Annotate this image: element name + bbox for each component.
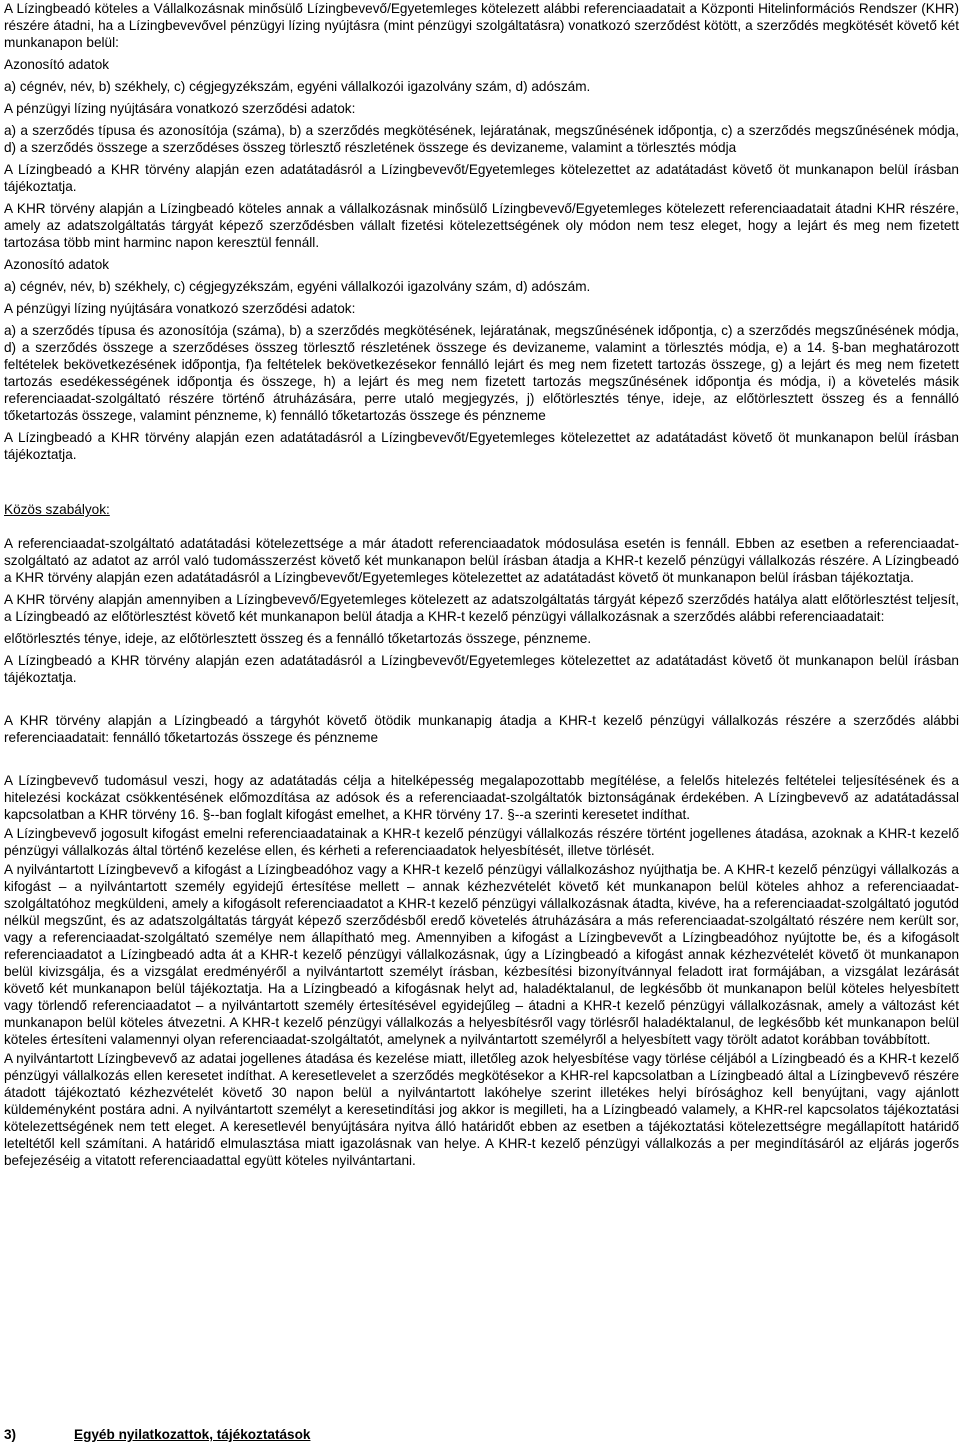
paragraph-khr-new-contract: A Lízingbeadó köteles a Vállalkozásnak minősülő Lízingbevevő/Egyetemleges kötelezett alábbi referenciaadatait a Központi Hitelinformációs Rendszer (KHR) részére átadni, ha a Lízingbevevővel pénzügyi lízing nyújtásra (mint pénzügyi szolgáltatásra) vonatkozó szerződést kötött, a szerződés megkötését követő két munkanapon belül: xyxy=(4,1,959,50)
section-heading-common-rules: Közös szabályok: xyxy=(4,502,110,517)
paragraph-data-modification: A referenciaadat-szolgáltató adatátadási kötelezettsége a már átadott referenciaadatok módosulása esetén is fennáll. Ebben az esetben a referenciaadat-szolgáltató az adatot az arról való tudomásszerzést követő két munkanapon belül írásban átadja a KHR-t kezelő pénzügyi vállalkozás részére. A Lízingbeadó a KHR törvény alapján ezen adatátadásról a Lízingbevevőt/Egyetemleges kötelezettet az adatátadást követő öt munkanapon belül írásban tájékoztatja. xyxy=(4,536,959,585)
paragraph-lessee-acknowledgement: A Lízingbevevő tudomásul veszi, hogy az adatátadás célja a hitelképesség megalapozottabb megítélése, a felelős hitelezés feltételei teljesítésének és a hitelezési kockázat csökkentésének előmozdítása az adósok és a referenciaadat-szolgáltatók biztonságának érdekében. A Lízingbevevő az adatátadással kapcsolatban a KHR törvény 16. §--ban foglalt kifogást emelhet, a KHR törvény 17. §--a szerinti keresetet indíthat. xyxy=(4,773,959,822)
paragraph-identifier-heading: Azonosító adatok xyxy=(4,57,110,72)
paragraph-identifier-data-2: a) cégnév, név, b) székhely, c) cégjegyzékszám, egyéni vállalkozói igazolvány szám, d) adószám. xyxy=(4,279,591,294)
paragraph-objection-right: A Lízingbevevő jogosult kifogást emelni referenciaadatainak a KHR-t kezelő pénzügyi vállalkozás részére történt jogellenes átadása, azoknak a KHR-t kezelő pénzügyi vállalkozás által történő kezelése ellen, és kérheti a referenciaadatok helyesbítését, illetve törlését. xyxy=(4,826,959,858)
paragraph-lawsuit: A nyilvántartott Lízingbevevő az adatai jogellenes átadása és kezelése miatt, illetőleg azok helyesbítése vagy törlése céljából a Lízingbeadó és a KHR-t kezelő pénzügyi vállalkozás ellen keresetet indíthat. A keresetlevelet a szerződés megkötésekor a KHR-rel kapcsolatban a Lízingbeadó által a Lízingbevevő részére átadott tájékoztató kézhezvételét követő 30 napon belül a nyilvántartott lakóhelye szerint illetékes helyi bírósághoz kell benyújtani, vagy ajánlott küldeményként postára adni. A nyilvántartott személyt a keresetindítási jog akkor is megilleti, ha a Lízingbeadó valamely, a KHR-rel kapcsolatos tájékoztatási kötelezettségének nem tett eleget. A keresetlevél benyújtására nyitva álló határidőt ebben az esetben a tájékoztatási kötelezettségre megállapított határidő leteltétől kell számítani. A határidő elmulasztása miatt igazolásnak van helye. A KHR-t kezelő pénzügyi vállalkozás a per megindításáról az eljárás jogerős befejezéséig a vitatott referenciaadattal együtt köteles nyilvántartani. xyxy=(4,1051,959,1168)
paragraph-identifier-data: a) cégnév, név, b) székhely, c) cégjegyzékszám, egyéni vállalkozói igazolvány szám, d) adószám. xyxy=(4,79,591,94)
paragraph-contract-data-heading-2: A pénzügyi lízing nyújtására vonatkozó szerződési adatok: xyxy=(4,301,356,316)
section-3-title: Egyéb nyilatkozattok, tájékoztatások xyxy=(74,1427,311,1442)
paragraph-prepayment: A KHR törvény alapján amennyiben a Lízingbevevő/Egyetemleges kötelezett az adatszolgáltatás tárgyát képező szerződés hatálya alatt előtörlesztést teljesít, a Lízingbeadó az előtörlesztést követő két munkanapon belül átadja a KHR-t kezelő pénzügyi vállalkozásnak a szerződés alábbi referenciaadatait: xyxy=(4,592,959,624)
paragraph-contract-data-heading: A pénzügyi lízing nyújtására vonatkozó szerződési adatok: xyxy=(4,101,356,116)
paragraph-notification-3: A Lízingbeadó a KHR törvény alapján ezen adatátadásról a Lízingbevevőt/Egyetemleges kötelezettet az adatátadást követő öt munkanapon belül írásban tájékoztatja. xyxy=(4,653,959,685)
paragraph-prepayment-data: előtörlesztés ténye, ideje, az előtörlesztett összeg és a fennálló tőketartozás összege, pénzneme. xyxy=(4,631,592,646)
section-3-heading xyxy=(4,1426,310,1443)
paragraph-notification-2: A Lízingbeadó a KHR törvény alapján ezen adatátadásról a Lízingbevevőt/Egyetemleges kötelezettet az adatátadást követő öt munkanapon belül írásban tájékoztatja. xyxy=(4,430,959,462)
paragraph-identifier-heading-2: Azonosító adatok xyxy=(4,257,110,272)
paragraph-monthly-report: A KHR törvény alapján a Lízingbeadó a tárgyhót követő ötödik munkanapig átadja a KHR-t kezelő pénzügyi vállalkozás részére a szerződés alábbi referenciaadatait: fennálló tőketartozás összege és pénzneme xyxy=(4,713,959,745)
paragraph-objection-procedure: A nyilvántartott Lízingbevevő a kifogást a Lízingbeadóhoz vagy a KHR-t kezelő pénzügyi vállalkozáshoz nyújthatja be. A KHR-t kezelő pénzügyi vállalkozás a kifogást – a nyilvántartott személy egyidejű értesítése mellett – annak kézhezvételét követő két munkanapon belül köteles ahhoz a referenciaadat-szolgáltatóhoz megküldeni, amely a kifogásolt referenciaadatot a KHR-t kezelő pénzügyi vállalkozásnak átadta, kivéve, ha a referenciaadat-szolgáltató jogutód nélkül megszűnt, és az adatszolgáltatás tárgyát képező szerződésből eredő követelés átruházására a más referenciaadat-szolgáltató részére nem került sor, vagy a referenciaadat-szolgáltató személye nem állapítható meg. Amennyiben a kifogást a Lízingbevevőt a Lízingbeadóhoz nyújtotte be, és a kifogásolt referenciaadatot a Lízingbeadó adta át a KHR-t kezelő pénzügyi vállalkozásnak, úgy a Lízingbeadó a kifogást annak kézhezvételét követő öt munkanapon belül kivizsgálja, és a vizsgálat eredményéről a nyilvántartott személyt írásban, kézbesítési bizonyítvánnyal feladott irat formájában, a vizsgálat lezárását követő két munkanapon belül tájékoztatja. Ha a Lízingbeadó a kifogásnak helyt ad, haladéktalanul, de legkésőbb öt munkanapon belül köteles helyesbített vagy törlendő referenciaadatot – a nyilvántartott személy értesítésével egyidejűleg – átadni a KHR-t kezelő pénzügyi vállalkozásnak, amely a változást két munkanapon belül köteles átvezetni. A KHR-t kezelő pénzügyi vállalkozás a helyesbítésről vagy törlésről haladéktalanul, de legkésőbb két munkanapon belül köteles értesíteni valamennyi olyan referenciaadat-szolgáltatót, amelynek a nyilvántartott személyről a helyesbített vagy törölt adatot korábban továbbított. xyxy=(4,862,959,1047)
paragraph-notification: A Lízingbeadó a KHR törvény alapján ezen adatátadásról a Lízingbevevőt/Egyetemleges kötelezettet az adatátadást követő öt munkanapon belül írásban tájékoztatja. xyxy=(4,162,959,194)
paragraph-khr-overdue: A KHR törvény alapján a Lízingbeadó köteles annak a vállalkozásnak minősülő Lízingbevevő/Egyetemleges kötelezett referenciaadatait átadni KHR részére, amely az adatszolgáltatás tárgyát képező szerződésben vállalt fizetési kötelezettségének oly módon nem tesz eleget, hogy a lejárt és meg nem fizetett tartozása több mint harminc napon keresztül fennáll. xyxy=(4,201,959,250)
document-body xyxy=(4,0,959,1169)
paragraph-contract-data-2: a) a szerződés típusa és azonosítója (száma), b) a szerződés megkötésének, lejáratának, megszűnésének időpontja, c) a szerződés megszűnésének módja, d) a szerződés összege a szerződéses összeg törlesztő részletének összege és devizaneme, valamint a törlesztés módja, e) a 14. §-ban meghatározott feltételek bekövetkezésének időpontja, f)a feltételek bekövetkezésekor fennálló lejárt és meg nem fizetett tartozás összege, g) a lejárt és meg nem fizetett tartozás esedékességének időpontja és összege, h) a lejárt és meg nem fizetett tartozás megszűnésének időpontja és módja, i) a követelés másik referenciaadat-szolgáltató részére történő átruházására, perre utaló megjegyzés, j) előtörlesztés ténye, ideje, az előtörlesztett összeg és a fennálló tőketartozás összege, valamint pénzneme, k) fennálló tőketartozás összege és pénzneme xyxy=(4,323,959,423)
section-3-number: 3) xyxy=(4,1427,17,1442)
paragraph-contract-data: a) a szerződés típusa és azonosítója (száma), b) a szerződés megkötésének, lejáratának, megszűnésének időpontja, c) a szerződés megszűnésének módja, d) a szerződés összege a szerződéses összeg törlesztő részletének összege és devizaneme, valamint a törlesztés módja xyxy=(4,123,959,155)
